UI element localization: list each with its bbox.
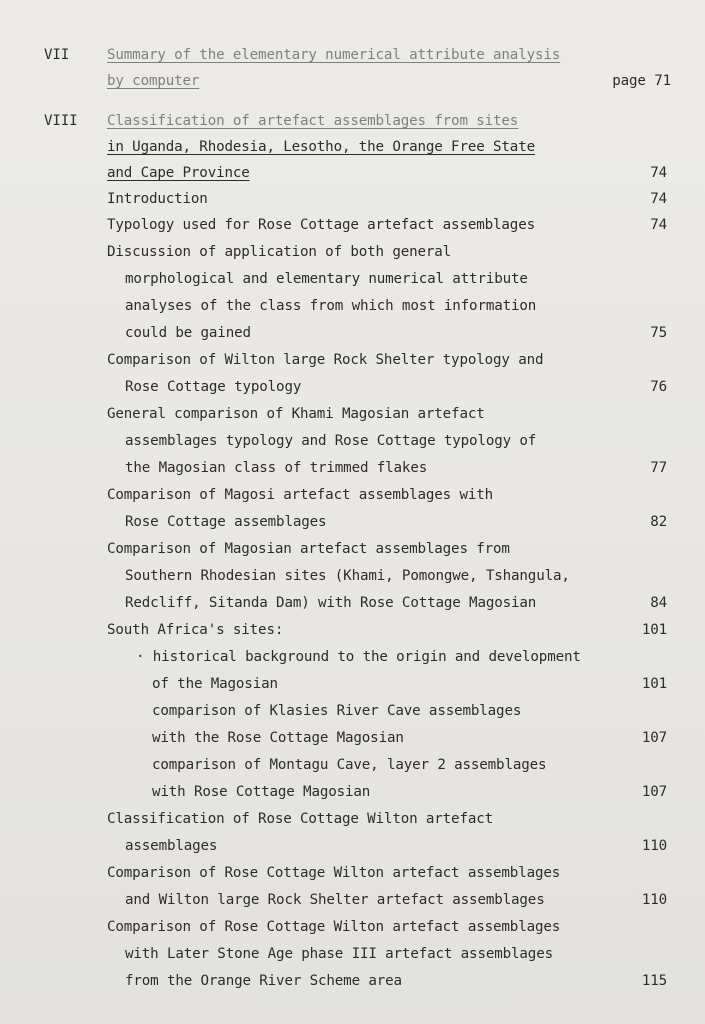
entry-orange-river-line-1: Comparison of Rose Cottage Wilton artefact assemblages bbox=[107, 919, 561, 935]
entry-klasies-line-1: comparison of Klasies River Cave assemblages bbox=[152, 703, 522, 719]
entry-montagu-line-2: with Rose Cottage Magosian bbox=[152, 784, 371, 800]
entry-magosi-line-2: Rose Cottage assemblages bbox=[125, 514, 327, 530]
entry-montagu-line-1: comparison of Montagu Cave, layer 2 assemblages bbox=[152, 757, 547, 773]
entry-klasies-line-2: with the Rose Cottage Magosian bbox=[152, 730, 404, 746]
entry-page: 110 bbox=[641, 838, 667, 854]
section-title-viii-line-1: Classification of artefact assemblages from sites bbox=[107, 113, 519, 129]
entry-khami-line-2: assemblages typology and Rose Cottage typology of bbox=[125, 433, 537, 449]
entry-page: 107 bbox=[641, 784, 667, 800]
entry-wilton-typology-line-1: Comparison of Wilton large Rock Shelter typology and bbox=[107, 352, 544, 368]
entry-page: 74 bbox=[650, 217, 667, 233]
entry-wilton-class-line-2: assemblages bbox=[125, 838, 218, 854]
entry-page: 84 bbox=[650, 595, 667, 611]
entry-introduction: Introduction bbox=[107, 191, 208, 207]
entry-magosi-line-1: Comparison of Magosi artefact assemblages with bbox=[107, 487, 494, 503]
entry-page: 76 bbox=[650, 379, 667, 395]
entry-wilton-typology-line-2: Rose Cottage typology bbox=[125, 379, 302, 395]
entry-discussion-line-1: Discussion of application of both general bbox=[107, 244, 452, 260]
entry-orange-river-line-3: from the Orange River Scheme area bbox=[125, 973, 402, 989]
entry-discussion-line-4: could be gained bbox=[125, 325, 251, 341]
section-numeral-vii: VII bbox=[44, 47, 70, 63]
section-title-viii-line-2: in Uganda, Rhodesia, Lesotho, the Orange Free State bbox=[107, 139, 535, 155]
entry-page: 101 bbox=[641, 622, 667, 638]
entry-page: 115 bbox=[641, 973, 667, 989]
entry-page: 107 bbox=[641, 730, 667, 746]
entry-south-africa: South Africa's sites: bbox=[107, 622, 284, 638]
entry-discussion-line-2: morphological and elementary numerical attribute bbox=[125, 271, 528, 287]
entry-khami-line-3: the Magosian class of trimmed flakes bbox=[125, 460, 428, 476]
entry-historical-line-1: · historical background to the origin and development bbox=[136, 649, 581, 665]
entry-page: 110 bbox=[641, 892, 667, 908]
entry-wilton-class-line-1: Classification of Rose Cottage Wilton artefact bbox=[107, 811, 494, 827]
section-page-viii: 74 bbox=[650, 165, 667, 181]
entry-orange-river-line-2: with Later Stone Age phase III artefact assemblages bbox=[125, 946, 553, 962]
entry-rhodesian-line-2: Southern Rhodesian sites (Khami, Pomongwe, Tshangula, bbox=[125, 568, 570, 584]
section-title-vii-line-1: Summary of the elementary numerical attribute analysis bbox=[107, 47, 561, 63]
entry-rhodesian-line-3: Redcliff, Sitanda Dam) with Rose Cottage Magosian bbox=[125, 595, 537, 611]
entry-historical-line-2: of the Magosian bbox=[152, 676, 278, 692]
entry-page: 77 bbox=[650, 460, 667, 476]
entry-page: 101 bbox=[641, 676, 667, 692]
entry-discussion-line-3: analyses of the class from which most information bbox=[125, 298, 537, 314]
section-page-vii: page 71 bbox=[612, 73, 671, 89]
section-title-vii-line-2: by computer bbox=[107, 73, 200, 89]
entry-rhodesian-line-1: Comparison of Magosian artefact assemblages from bbox=[107, 541, 510, 557]
entry-page: 82 bbox=[650, 514, 667, 530]
entry-wilton-rock-line-2: and Wilton large Rock Shelter artefact assemblages bbox=[125, 892, 545, 908]
section-title-viii-line-3: and Cape Province bbox=[107, 165, 250, 181]
entry-wilton-rock-line-1: Comparison of Rose Cottage Wilton artefact assemblages bbox=[107, 865, 561, 881]
entry-page: 75 bbox=[650, 325, 667, 341]
entry-page: 74 bbox=[650, 191, 667, 207]
section-numeral-viii: VIII bbox=[44, 113, 78, 129]
entry-khami-line-1: General comparison of Khami Magosian artefact bbox=[107, 406, 485, 422]
entry-typology: Typology used for Rose Cottage artefact assemblages bbox=[107, 217, 535, 233]
